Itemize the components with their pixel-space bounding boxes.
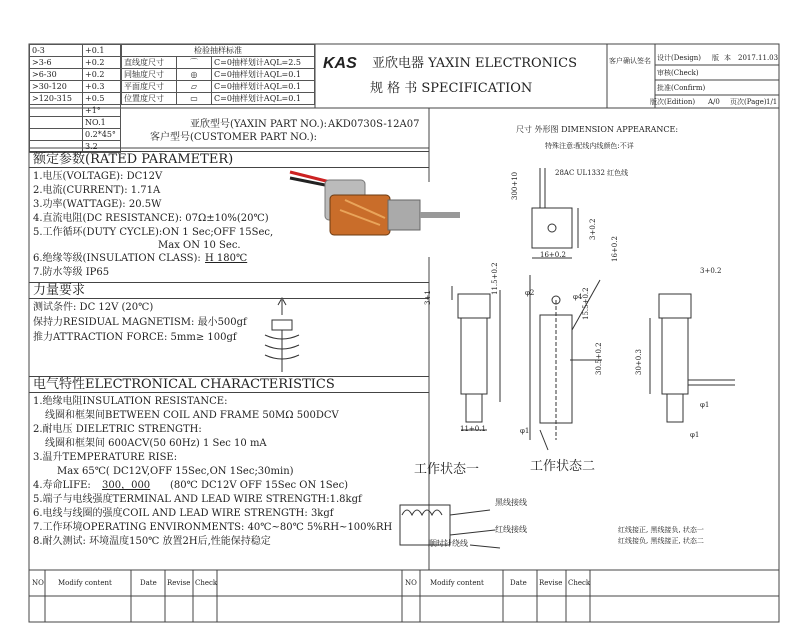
- document-title: 规 格 书 SPECIFICATION: [370, 81, 533, 96]
- dim-3-1: 3+1: [424, 290, 432, 305]
- dim-11: 11+0.1: [460, 425, 486, 433]
- electrical-line: 7.工作环境OPERATING ENVIRONMENTS: 40℃~80℃ 5%RH~100%RH: [33, 522, 393, 533]
- force-heading: 力量要求: [33, 283, 86, 298]
- drawing-title: 尺寸 外形图 DIMENSION APPEARANCE:: [516, 125, 679, 134]
- electrical-line: 4.寿命LIFE:: [33, 480, 91, 491]
- force-heading-bar: [29, 282, 429, 299]
- rated-line: 7.防水等级 IP65: [33, 267, 110, 278]
- company-logo: KAS: [323, 55, 357, 72]
- check-label: 审核(Check): [657, 69, 699, 77]
- electrical-line: 6.电线与线圈的强度COIL AND LEAD WIRE STRENGTH: 3kgf: [33, 508, 334, 519]
- rev-col-date: Date: [510, 579, 527, 587]
- customer-part-label: 客户型号(CUSTOMER PART NO.):: [150, 132, 317, 143]
- state-one-note: 红线接正, 黑线接负, 状态一: [618, 526, 704, 534]
- rated-line: Max ON 10 Sec.: [158, 240, 241, 251]
- dim-phi-1: φ1: [520, 427, 530, 435]
- force-line: 保持力RESIDUAL MAGNETISM: 最小500gf: [33, 317, 247, 328]
- force-diagram: [265, 298, 299, 372]
- state-two-label: 工作状态二: [530, 459, 596, 474]
- design-label: 设计(Design): [657, 54, 702, 62]
- yaxin-part-number: AKD0730S-12A07: [328, 119, 420, 130]
- rev-col-revise: Revise: [539, 579, 563, 587]
- insulation-class-value: H 180℃: [205, 253, 248, 264]
- electrical-line: 2.耐电压 DIELETRIC STRENGTH:: [33, 424, 202, 435]
- dim-11-5: 11.5+0.2: [491, 262, 499, 295]
- rated-line: 6.绝缘等级(INSULATION CLASS):: [33, 253, 201, 264]
- edition-label: 版次(Edition): [650, 98, 696, 106]
- state-two-note: 红线接负, 黑线接正, 状态二: [618, 537, 704, 545]
- dim-3: 3+0.2: [589, 218, 597, 240]
- dim-30: 30+0.3: [635, 349, 643, 375]
- dim-phi-4: φ4: [573, 293, 583, 301]
- inspection-table: 检验抽样标准 直线度尺寸 ⌒ C=0抽样划计AQL=2.5 同轴度尺寸 ◎ C=0抽样划计AQL=0.1 平面度尺寸 ▱ C=0抽样划计AQL=0.1 位置度尺寸 ▭ C=0抽样划计AQL=0.1: [121, 44, 315, 105]
- dim-30-5: 30.5+0.2: [595, 342, 603, 375]
- yaxin-part-label: 亚欣型号(YAXIN PART NO.):: [190, 119, 327, 130]
- dim-phi-1-2: φ1: [700, 401, 710, 409]
- electrical-line: 8.耐久测试: 环境温度150℃ 放置2H后,性能保持稳定: [33, 536, 271, 547]
- rev-col-check: Check: [568, 579, 591, 587]
- rev-col-no: NO: [32, 579, 44, 587]
- electrical-line: 3.温升TEMPERATURE RISE:: [33, 452, 178, 463]
- force-line: 测试条件: DC 12V (20℃): [33, 302, 154, 313]
- black-wire-label: 黑线接线: [495, 498, 527, 507]
- edition-value: A/0: [708, 98, 720, 106]
- life-conditions: (80℃ DC12V OFF 15Sec ON 1Sec): [170, 480, 349, 491]
- rev-col-no: NO: [405, 579, 417, 587]
- rev-col-modify: Modify content: [430, 579, 484, 587]
- date-value: 2017.11.03: [738, 54, 779, 62]
- confirm-label: 批准(Confirm): [657, 84, 706, 92]
- rev-col-date: Date: [140, 579, 157, 587]
- date-label: 本: [724, 54, 731, 62]
- dim-3-2: 3+0.2: [700, 267, 722, 275]
- page-value: 1/1: [766, 98, 778, 106]
- drawing-note: 特殊注意:配线内线颜色:不详: [545, 142, 634, 150]
- wire-label: 28AC UL1332 红色线: [555, 169, 629, 177]
- rated-line: 1.电压(VOLTAGE): DC12V: [33, 171, 163, 182]
- electrical-line: Max 65℃( DC12V,OFF 15Sec,ON 1Sec;30min): [57, 466, 294, 477]
- rev-col-revise: Revise: [167, 579, 191, 587]
- tolerance-table: 0-3 +0.1 >3-6 +0.2 >6-30 +0.2 >30-120 +0.3 >120-315 +0.5 +1° NO.1 0.2*45° 3.2: [29, 44, 121, 153]
- rated-line: 5.工作循环(DUTY CYCLE):ON 1 Sec;OFF 15Sec,: [33, 227, 274, 238]
- electrical-line: 5.端子与电线强度TERMINAL AND LEAD WIRE STRENGTH:1.8kgf: [33, 494, 362, 505]
- ver-label: 版: [712, 54, 719, 62]
- dim-phi-1-3: φ1: [690, 431, 700, 439]
- electrical-line: 1.绝缘电阻INSULATION RESISTANCE:: [33, 396, 228, 407]
- dim-16-1: 16+0.2: [540, 251, 566, 259]
- red-wire-label: 红线接线: [495, 525, 527, 534]
- rated-heading: 额定参数(RATED PARAMETER): [33, 152, 234, 167]
- dim-phi-2: φ2: [525, 289, 535, 297]
- rev-col-modify: Modify content: [58, 579, 112, 587]
- state-one-label: 工作状态一: [414, 462, 480, 477]
- dim-15-5: 15.5+0.2: [582, 287, 590, 320]
- dim-300: 300+10: [511, 171, 519, 200]
- electrical-heading: 电气特性ELECTRONICAL CHARACTERISTICS: [33, 377, 335, 392]
- life-value: 300，000: [102, 480, 151, 491]
- rated-line: 4.直流电阻(DC RESISTANCE): 07Ω±10%(20℃): [33, 213, 269, 224]
- rated-line: 3.功率(WATTAGE): 20.5W: [33, 199, 162, 210]
- company-name: 亚欣电器 YAXIN ELECTRONICS: [372, 56, 578, 71]
- solenoid-photo: [290, 172, 460, 257]
- electrical-line: 线圈和框架间 600ACV(50 60Hz) 1 Sec 10 mA: [45, 438, 267, 449]
- page-label: 页次(Page): [730, 98, 767, 106]
- clockwise-label: 顺时针绕线: [428, 539, 468, 548]
- force-line: 推力ATTRACTION FORCE: 5mm≥ 100gf: [33, 332, 237, 343]
- rated-line: 2.电流(CURRENT): 1.71A: [33, 185, 161, 196]
- customer-sign-label: 客户确认签名: [609, 57, 651, 65]
- electrical-line: 线圈和框架间BETWEEN COIL AND FRAME 50MΩ 500DCV: [45, 410, 339, 421]
- rev-col-check: Check: [195, 579, 218, 587]
- dim-16-2: 16+0.2: [611, 236, 619, 262]
